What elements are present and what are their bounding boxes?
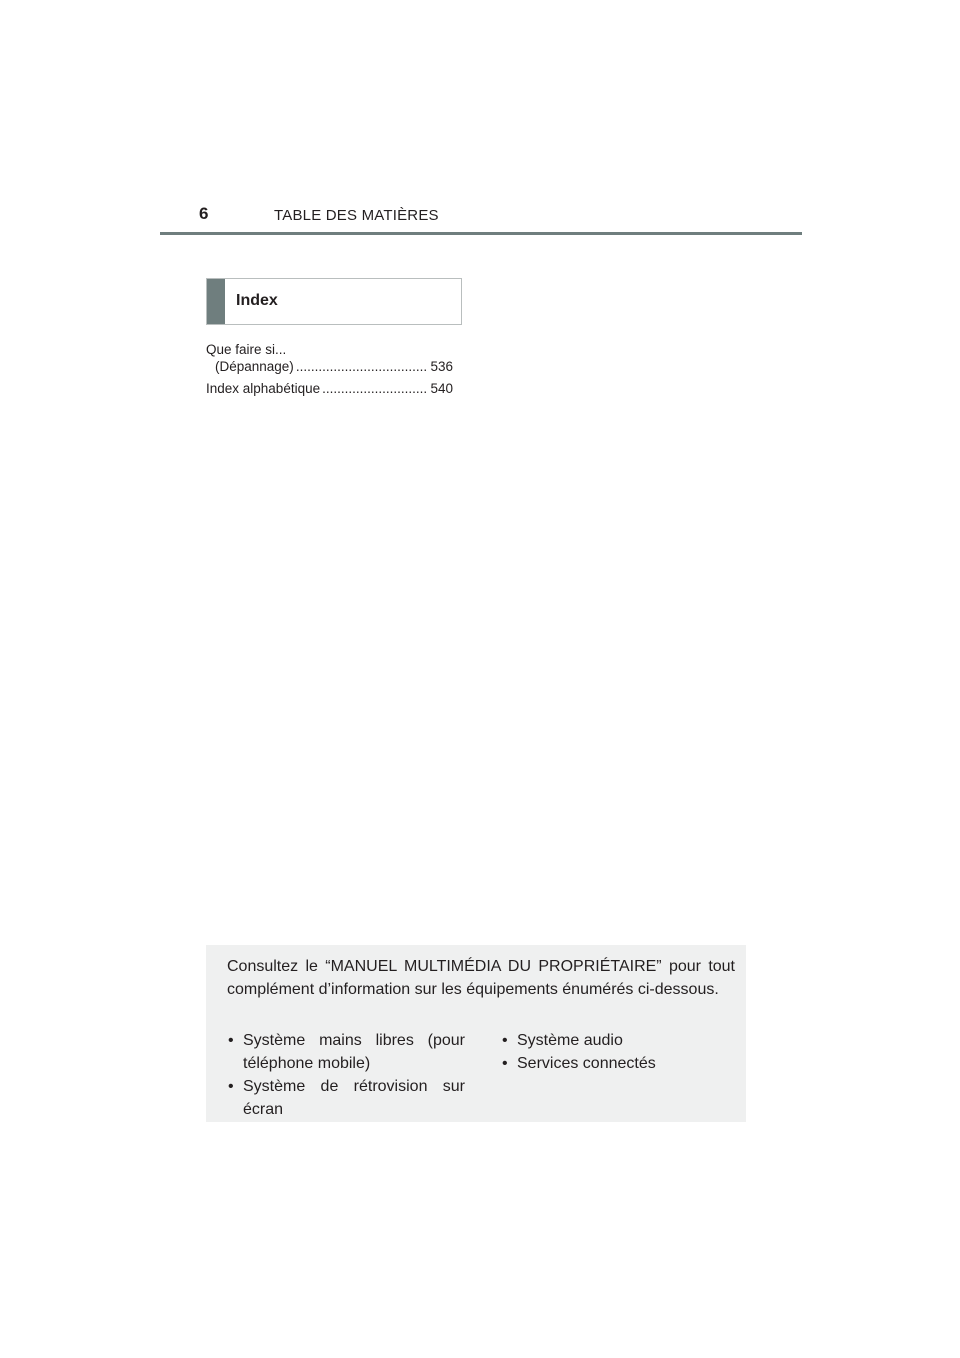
toc-entry-label: Que faire si... [206,342,287,357]
info-text: Consultez le “MANUEL MULTIMÉDIA DU PROPRIÉTAIRE” pour tout complément d’information sur les équipements énumérés ci-dessous. [227,958,735,998]
info-box [206,945,746,1122]
toc-entry-page: 540 [430,381,453,396]
bullet-icon: • [228,1032,234,1049]
section-heading-title: Index [236,292,278,309]
bullet-list-left [228,1029,465,1121]
toc-entry-line [206,358,453,375]
toc-entry-page: 536 [430,359,453,374]
toc-entry-alphabetical-index[interactable] [206,380,453,397]
list-item-text: Système mains libres (pour téléphone mobile) [243,1032,465,1072]
section-heading-box [206,278,462,325]
page-number: 6 [199,204,209,223]
toc-entry-label: (Dépannage) [215,359,294,374]
header-rule [160,232,802,235]
toc-entry-line [206,380,453,397]
list-item-text: Services connectés [517,1055,656,1072]
toc-dot-leader [296,358,429,375]
bullet-icon: • [502,1055,508,1072]
list-item [228,1075,465,1121]
list-item [502,1052,732,1075]
list-item-text: Système de rétrovision sur écran [243,1078,465,1118]
bullet-icon: • [502,1032,508,1049]
page-header-title: TABLE DES MATIÈRES [274,207,439,224]
list-item [502,1029,732,1052]
table-of-contents [206,341,453,402]
toc-entry-troubleshooting[interactable] [206,341,453,375]
toc-dot-leader [322,380,428,397]
bullet-list-right [502,1029,732,1075]
bullet-icon: • [228,1078,234,1095]
toc-entry-label: Index alphabétique [206,381,321,396]
section-heading-bar [207,279,225,324]
list-item-text: Système audio [517,1032,623,1049]
list-item [228,1029,465,1075]
toc-entry-line [206,341,453,358]
